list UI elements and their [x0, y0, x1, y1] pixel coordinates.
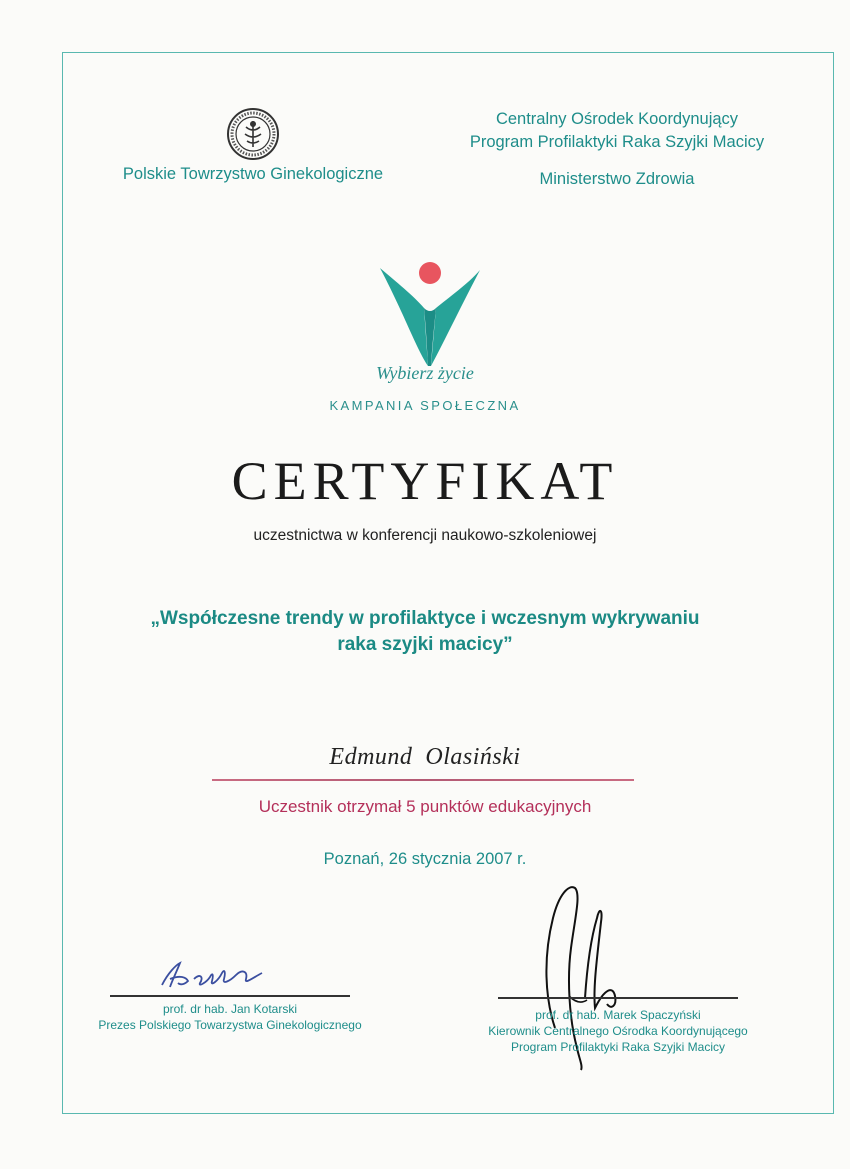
right-signatory-role-line1: Kierownik Centralnego Ośrodka Koordynującego: [488, 1024, 748, 1038]
points-statement: Uczestnik otrzymał 5 punktów edukacyjnych: [258, 797, 592, 816]
ministry-name: Ministerstwo Zdrowia: [539, 170, 695, 188]
left-signatory: [70, 1001, 390, 1033]
right-org-line2: Program Profilaktyki Raka Szyjki Macicy: [469, 133, 765, 151]
certificate-subtitle: uczestnictwa w konferencji naukowo-szkoleniowej: [253, 527, 597, 544]
participant-name: Edmund Olasiński: [329, 744, 521, 770]
left-signature-icon: [150, 955, 290, 997]
place-and-date: Poznań, 26 stycznia 2007 r.: [323, 850, 527, 868]
left-signature-line: [110, 995, 350, 997]
campaign-slogan: Wybierz życie: [376, 363, 474, 383]
campaign-label: KAMPANIA SPOŁECZNA: [329, 398, 521, 413]
right-organization: [450, 108, 784, 154]
society-seal-icon: [226, 107, 280, 161]
conference-title-line2: raka szyjki macicy”: [337, 634, 513, 655]
left-signatory-role: Prezes Polskiego Towarzystwa Ginekologicznego: [98, 1018, 362, 1032]
conference-title-line1: „Współczesne trendy w profilaktyce i wczesnym wykrywaniu: [150, 608, 700, 629]
right-org-line1: Centralny Ośrodek Koordynujący: [495, 110, 739, 128]
name-underline: [212, 779, 634, 781]
campaign-logo-icon: [376, 258, 484, 368]
conference-title: [0, 606, 850, 658]
left-signatory-name: prof. dr hab. Jan Kotarski: [162, 1002, 298, 1016]
right-signatory-name: prof. dr hab. Marek Spaczyński: [535, 1008, 701, 1022]
right-signature-line: [498, 997, 738, 999]
left-organization: Polskie Towrzystwo Ginekologiczne: [122, 165, 384, 183]
right-signatory: [448, 1007, 788, 1055]
certificate-title: CERTYFIKAT: [231, 451, 619, 511]
right-signatory-role-line2: Program Profilaktyki Raka Szyjki Macicy: [510, 1040, 726, 1054]
